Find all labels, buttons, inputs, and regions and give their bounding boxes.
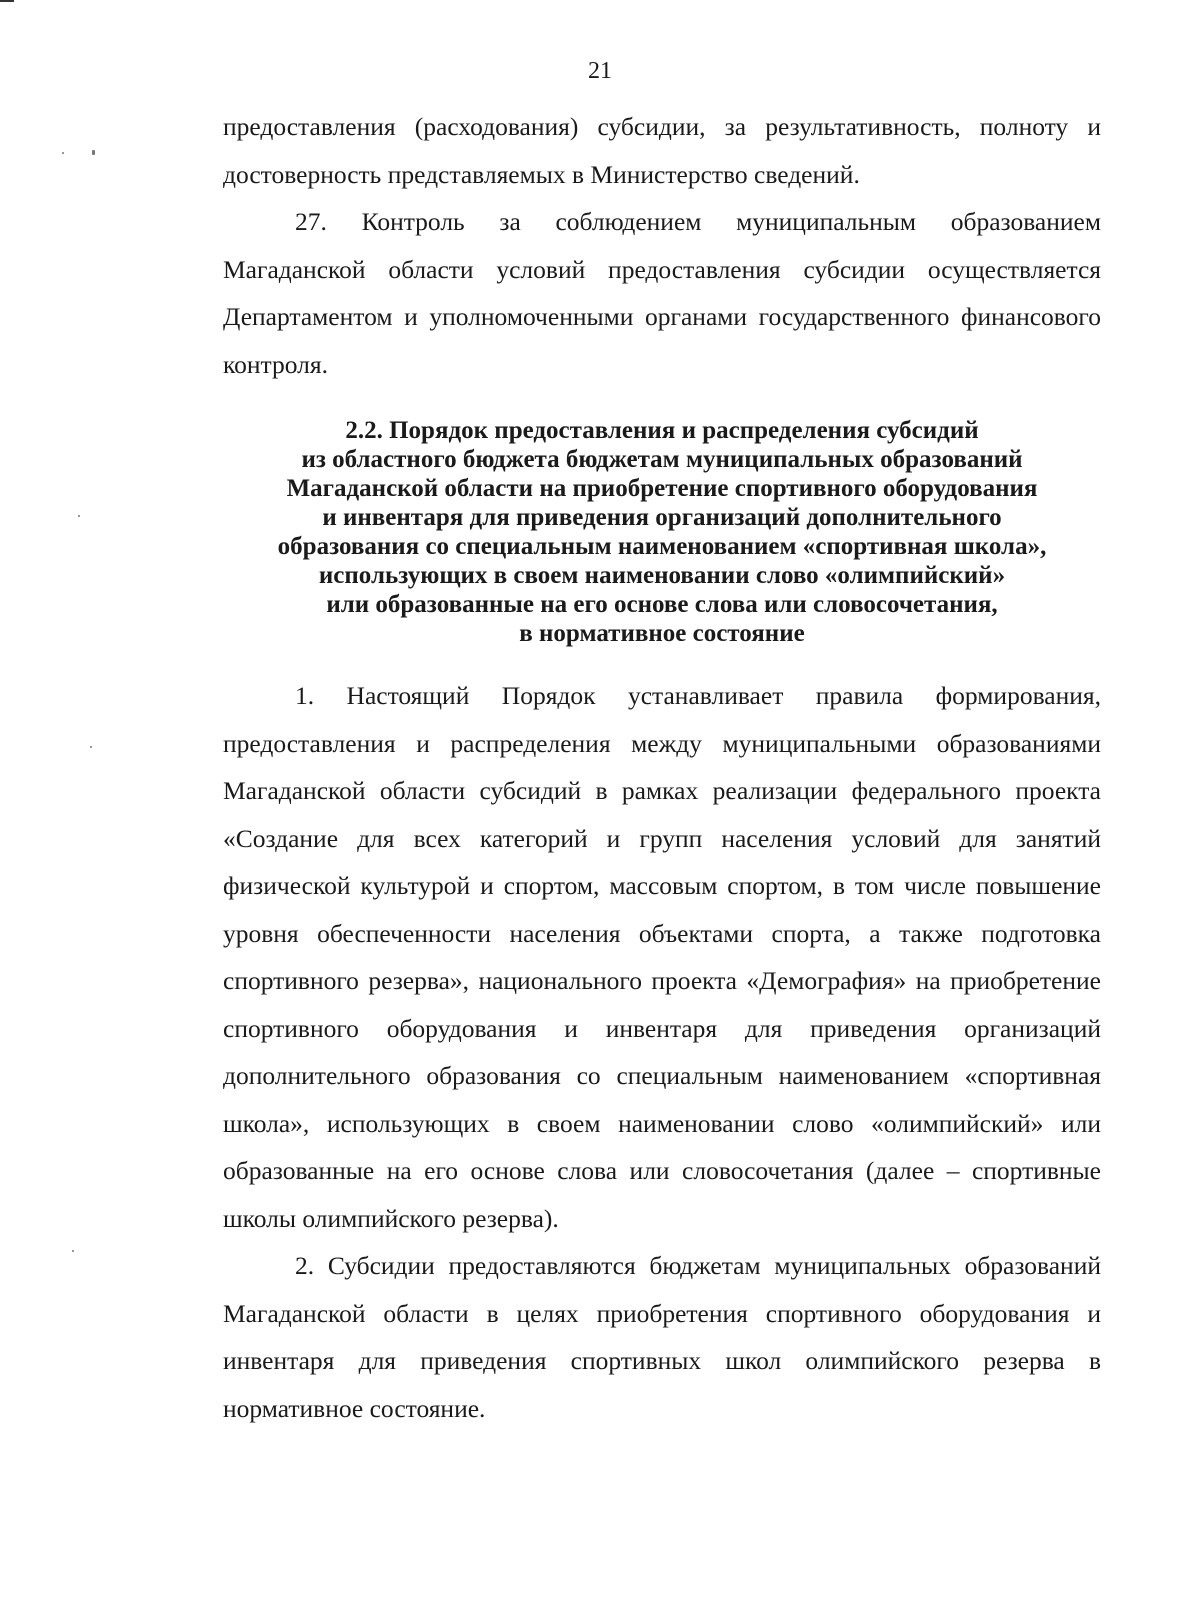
heading-line: из областного бюджета бюджетам муниципальных образований bbox=[301, 446, 1023, 473]
heading-line: в нормативное состояние bbox=[519, 620, 805, 647]
paragraph-2: 2. Субсидии предоставляются бюджетам муниципальных образований Магаданской области в целях приобретения спортивного оборудования и инвентаря для приведения спортивных школ олимпийского резерва в нормативное состояние. bbox=[223, 1251, 1101, 1423]
scan-speck bbox=[92, 150, 95, 155]
paragraph-1: 1. Настоящий Порядок устанавливает правила формирования, предоставления и распределения между муниципальными образованиями Магаданской области субсидий в рамках реализации федерального проекта «Создание для всех категорий и групп населения условий для занятий физической культурой и спортом, массовым спортом, в том числе повышение уровня обеспеченности населения объектами спорта, а также подготовка спортивного резерва», национального проекта «Демография» на приобретение спортивного оборудования и инвентаря для приведения организаций дополнительного образования со специальным наименованием «спортивная школа», использующих в своем наименовании слово «олимпийский» или образованные на его основе слова или словосочетания (далее – спортивные школы олимпийского резерва). bbox=[223, 681, 1101, 1233]
heading-line: образования со специальным наименованием «спортивная школа», bbox=[277, 533, 1047, 560]
section-heading bbox=[223, 416, 1101, 648]
heading-line: 2.2. Порядок предоставления и распределения субсидий bbox=[345, 417, 979, 444]
heading-line: или образованные на его основе слова или словосочетания, bbox=[326, 591, 998, 618]
paragraph-continuation: предоставления (расходования) субсидии, за результативность, полноту и достоверность представляемых в Министерство сведений. bbox=[223, 112, 1101, 189]
heading-line: и инвентаря для приведения организаций дополнительного bbox=[322, 504, 1002, 531]
heading-line: Магаданской области на приобретение спортивного оборудования bbox=[286, 475, 1038, 502]
page-number: 21 bbox=[588, 58, 612, 84]
bottom-text-block bbox=[223, 672, 1101, 1432]
scan-speck bbox=[90, 746, 92, 748]
scan-speck bbox=[72, 1250, 74, 1252]
heading-line: использующих в своем наименовании слово «олимпийский» bbox=[318, 562, 1006, 589]
scan-edge-mark bbox=[0, 0, 14, 2]
paragraph-27: 27. Контроль за соблюдением муниципальным образованием Магаданской области условий предоставления субсидии осуществляется Департаментом и уполномоченными органами государственного финансового контроля. bbox=[223, 207, 1101, 379]
scan-speck bbox=[78, 515, 80, 517]
top-text-block bbox=[223, 103, 1101, 388]
scan-speck bbox=[62, 152, 64, 154]
